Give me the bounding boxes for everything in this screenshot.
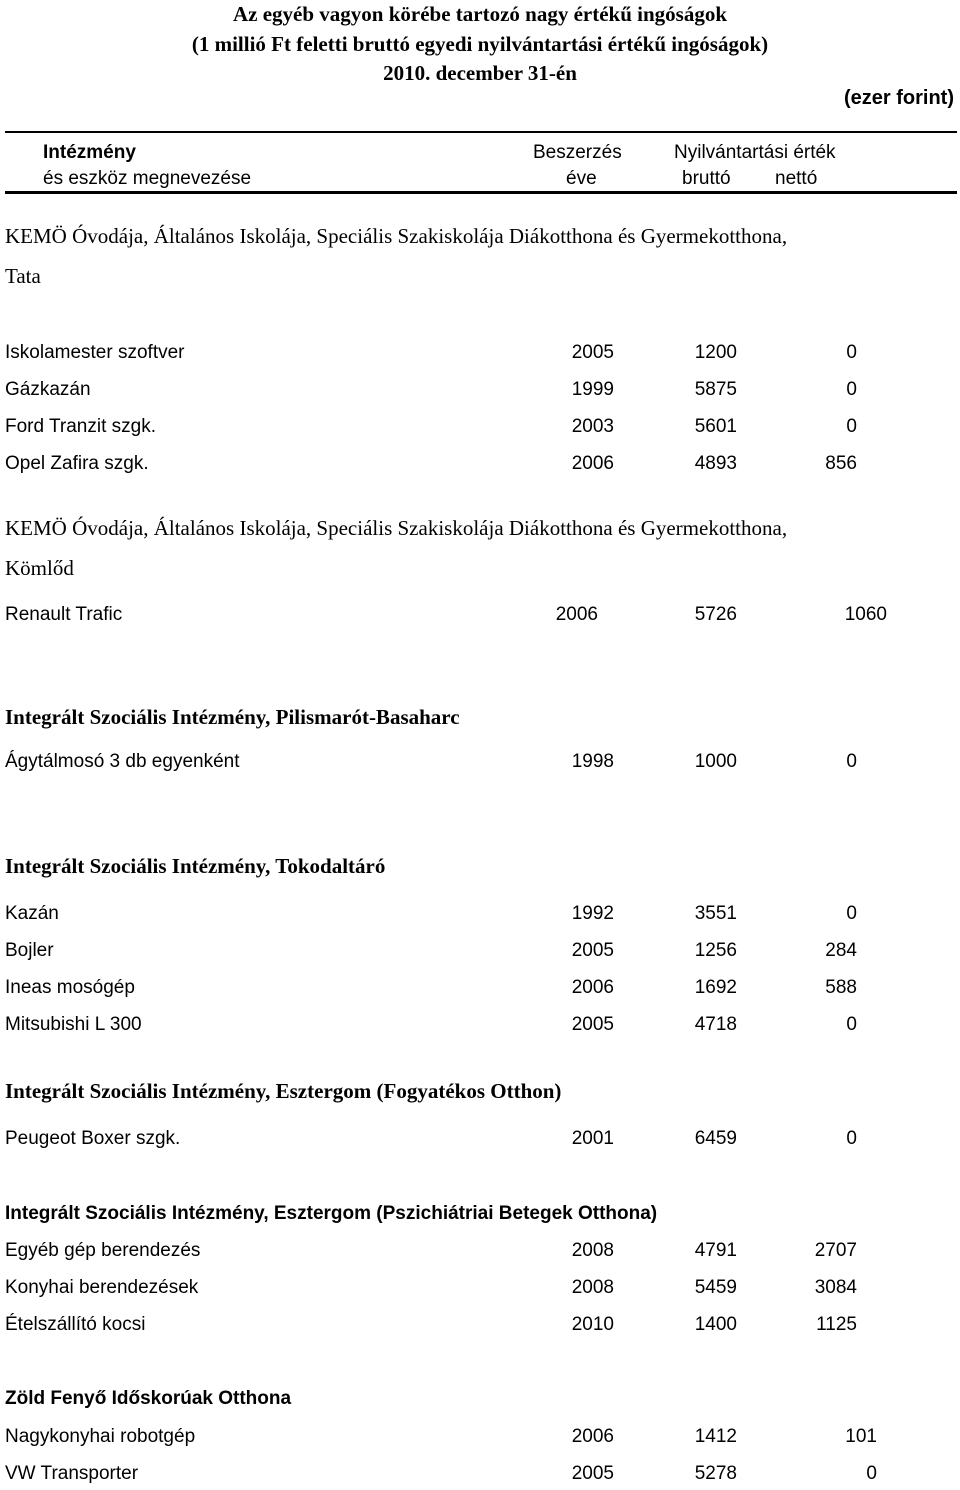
section-title: KEMÖ Óvodája, Általános Iskolája, Speciális Szakiskolája Diákotthona és Gyermekotthona, (5, 516, 788, 540)
asset-brutto: 4791 (694, 1240, 737, 1261)
asset-name: Kazán (5, 903, 59, 924)
asset-brutto: 5601 (694, 416, 737, 437)
asset-brutto: 4718 (694, 1014, 737, 1035)
asset-brutto: 1412 (694, 1426, 737, 1447)
title-line-2: (1 millió Ft feletti bruttó egyedi nyilvántartási értékű ingóságok) (191, 32, 769, 56)
asset-name: Gázkazán (5, 379, 91, 400)
asset-brutto: 5875 (694, 379, 737, 400)
asset-netto: 0 (846, 1128, 857, 1149)
asset-brutto: 3551 (694, 903, 737, 924)
asset-netto: 0 (866, 1463, 877, 1484)
section-title: Integrált Szociális Intézmény, Tokodaltáró (5, 854, 386, 878)
title-line-1: Az egyéb vagyon körébe tartozó nagy értékű ingóságok (232, 2, 728, 26)
asset-brutto: 4893 (694, 453, 737, 474)
asset-brutto: 6459 (694, 1128, 737, 1149)
asset-name: Renault Trafic (5, 604, 123, 625)
asset-name: Ford Tranzit szgk. (5, 416, 156, 437)
asset-year: 2005 (571, 1463, 614, 1484)
section-title-line-2: Kömlőd (5, 556, 74, 580)
asset-year: 1999 (571, 379, 614, 400)
asset-year: 2006 (571, 977, 614, 998)
asset-brutto: 1400 (694, 1314, 737, 1335)
asset-year: 1992 (571, 903, 614, 924)
asset-netto: 0 (846, 342, 857, 363)
asset-name: Opel Zafira szgk. (5, 453, 149, 474)
section-title: Integrált Szociális Intézmény, Esztergom (Pszichiátriai Betegek Otthona) (5, 1203, 658, 1224)
asset-name: Peugeot Boxer szgk. (5, 1128, 181, 1149)
asset-netto: 1060 (844, 604, 887, 625)
asset-name: Ételszállító kocsi (5, 1314, 146, 1335)
asset-year: 2003 (571, 416, 614, 437)
col-beszerzes-header: Beszerzés (533, 142, 622, 163)
title-line-3: 2010. december 31-én (383, 61, 577, 85)
col-intezmeny-header: Intézmény (43, 142, 136, 163)
col-nyilvantartasi-header: Nyilvántartási érték (674, 142, 836, 163)
section-title: KEMÖ Óvodája, Általános Iskolája, Speciális Szakiskolája Diákotthona és Gyermekotthona, (5, 224, 788, 248)
asset-netto: 856 (825, 453, 857, 474)
asset-year: 2006 (555, 604, 598, 625)
asset-year: 2001 (571, 1128, 614, 1149)
asset-name: Iskolamester szoftver (5, 342, 185, 363)
asset-netto: 0 (846, 751, 857, 772)
asset-netto: 284 (825, 940, 857, 961)
col-eszkoz-header: és eszköz megnevezése (43, 168, 252, 189)
unit-label: (ezer forint) (844, 87, 954, 109)
col-netto-header: nettó (775, 168, 818, 189)
asset-name: Ágytálmosó 3 db egyenként (5, 751, 240, 772)
asset-brutto: 5459 (694, 1277, 737, 1298)
asset-name: Bojler (5, 940, 54, 961)
asset-name: VW Transporter (5, 1463, 139, 1484)
asset-brutto: 1200 (694, 342, 737, 363)
asset-year: 2006 (571, 453, 614, 474)
asset-brutto: 1256 (694, 940, 737, 961)
asset-year: 2008 (571, 1240, 614, 1261)
asset-netto: 588 (825, 977, 857, 998)
asset-name: Konyhai berendezések (5, 1277, 199, 1298)
asset-netto: 1125 (816, 1314, 857, 1335)
asset-name: Mitsubishi L 300 (5, 1014, 142, 1035)
asset-netto: 0 (846, 903, 857, 924)
header-bottom-rule (5, 191, 957, 194)
asset-brutto: 5278 (694, 1463, 737, 1484)
section-title: Zöld Fenyő Időskorúak Otthona (5, 1388, 292, 1409)
asset-year: 2008 (571, 1277, 614, 1298)
asset-brutto: 1692 (694, 977, 737, 998)
asset-name: Nagykonyhai robotgép (5, 1426, 196, 1447)
asset-netto: 0 (846, 1014, 857, 1035)
asset-netto: 101 (845, 1426, 877, 1447)
asset-netto: 2707 (814, 1240, 857, 1261)
col-eve-header: éve (566, 168, 597, 189)
header-top-rule (5, 131, 957, 133)
asset-brutto: 1000 (694, 751, 737, 772)
asset-name: Ineas mosógép (5, 977, 135, 998)
asset-netto: 0 (846, 416, 857, 437)
section-title-line-2: Tata (5, 264, 41, 288)
section-title: Integrált Szociális Intézmény, Pilismarót-Basaharc (5, 705, 460, 729)
asset-year: 2005 (571, 940, 614, 961)
asset-year: 2006 (571, 1426, 614, 1447)
asset-year: 2010 (571, 1314, 614, 1335)
asset-netto: 3084 (814, 1277, 857, 1298)
asset-brutto: 5726 (694, 604, 737, 625)
asset-year: 2005 (571, 1014, 614, 1035)
col-brutto-header: bruttó (682, 168, 731, 189)
asset-year: 2005 (571, 342, 614, 363)
asset-name: Egyéb gép berendezés (5, 1240, 201, 1261)
section-title: Integrált Szociális Intézmény, Esztergom (Fogyatékos Otthon) (5, 1079, 562, 1103)
asset-netto: 0 (846, 379, 857, 400)
asset-year: 1998 (571, 751, 614, 772)
